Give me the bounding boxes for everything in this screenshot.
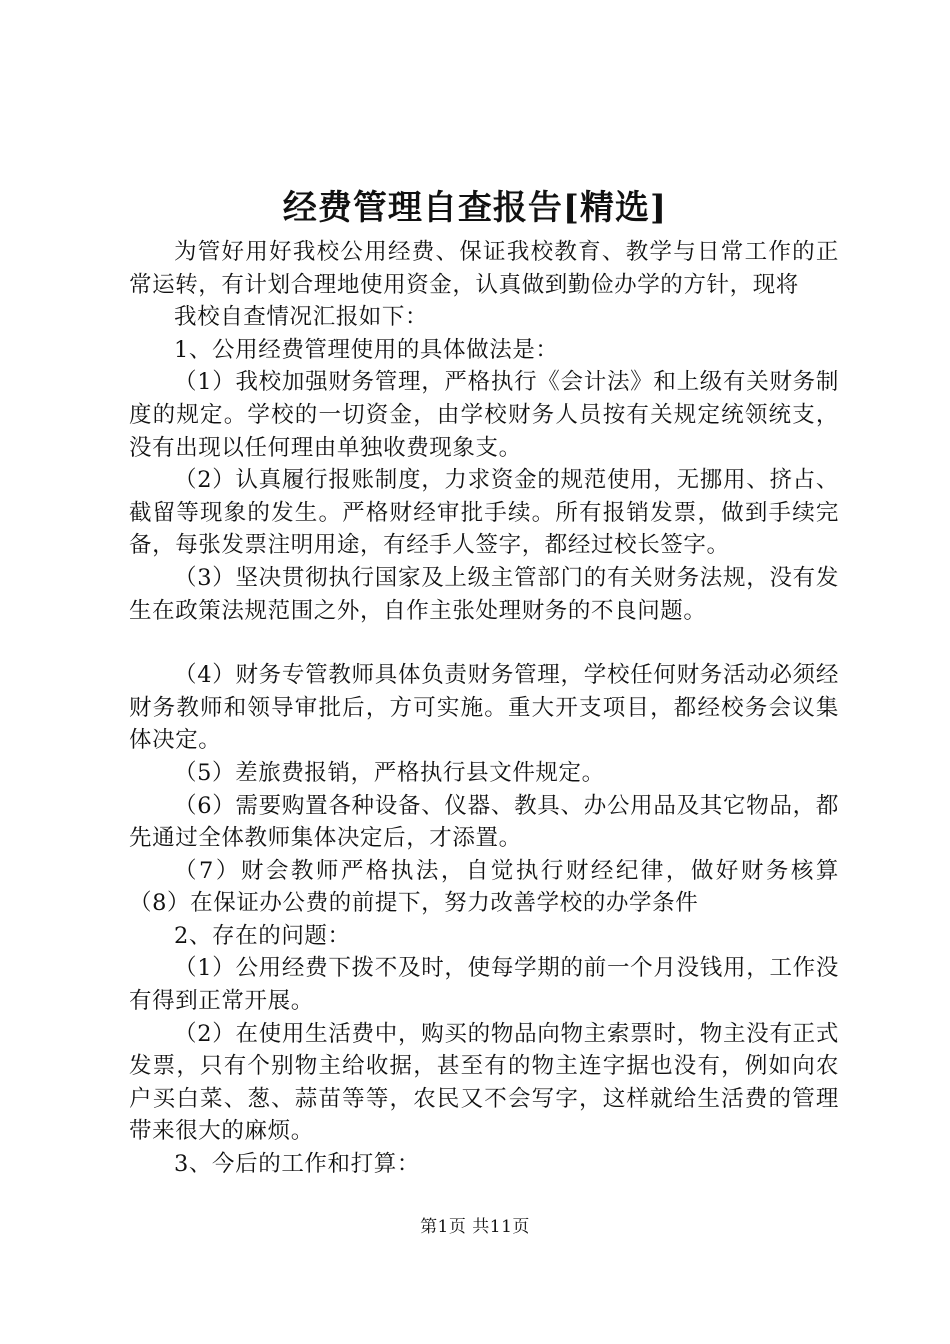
paragraph-item-3: （3）坚决贯彻执行国家及上级主管部门的有关财务法规，没有发生在政策法规范围之外，自作主张处理财务的不良问题。 <box>129 564 839 624</box>
page-number: 第1页 共11页 <box>420 1217 530 1237</box>
paragraph-problem-2: （2）在使用生活费中，购买的物品向物主索票时，物主没有正式发票，只有个别物主给收据，甚至有的物主连字据也没有，例如向农户买白菜、葱、蒜苗等等，农民又不会写字，这样就给生活费的管理带来很大的麻烦。 <box>129 1020 839 1145</box>
document-title: 经费管理自查报告[精选] <box>282 188 668 228</box>
paragraph-item-2: （2）认真履行报账制度，力求资金的规范使用，无挪用、挤占、截留等现象的发生。严格财经审批手续。所有报销发票，做到手续完备，每张发票注明用途，有经手人签字，都经过校长签字。 <box>129 467 839 559</box>
paragraph-intro: 为管好用好我校公用经费、保证我校教育、教学与日常工作的正常运转，有计划合理地使用资金，认真做到勤俭办学的方针，现将 <box>129 239 839 298</box>
paragraph-item-4: （4）财务专管教师具体负责财务管理，学校任何财务活动必须经财务教师和领导审批后，方可实施。重大开支项目，都经校务会议集体决定。 <box>129 662 839 754</box>
paragraph-item-5: （5）差旅费报销，严格执行县文件规定。 <box>174 759 605 786</box>
paragraph-report-lead: 我校自查情况汇报如下： <box>174 304 429 331</box>
section-heading-1: 1、公用经费管理使用的具体做法是： <box>174 336 559 363</box>
document-body <box>129 236 839 1181</box>
section-heading-3: 3、今后的工作和打算： <box>174 1151 420 1178</box>
paragraph-item-1: （1）我校加强财务管理，严格执行《会计法》和上级有关财务制度的规定。学校的一切资金，由学校财务人员按有关规定统领统支，没有出现以任何理由单独收费现象支。 <box>129 369 839 461</box>
paragraph-item-6: （6）需要购置各种设备、仪器、教具、办公用品及其它物品，都先通过全体教师集体决定后，才添置。 <box>129 792 839 852</box>
paragraph-item-7-8: （7）财会教师严格执法，自觉执行财经纪律，做好财务核算（8）在保证办公费的前提下，努力改善学校的办学条件 <box>129 857 839 917</box>
paragraph-problem-1: （1）公用经费下拨不及时，使每学期的前一个月没钱用，工作没有得到正常开展。 <box>129 955 839 1015</box>
section-heading-2: 2、存在的问题： <box>174 922 351 949</box>
